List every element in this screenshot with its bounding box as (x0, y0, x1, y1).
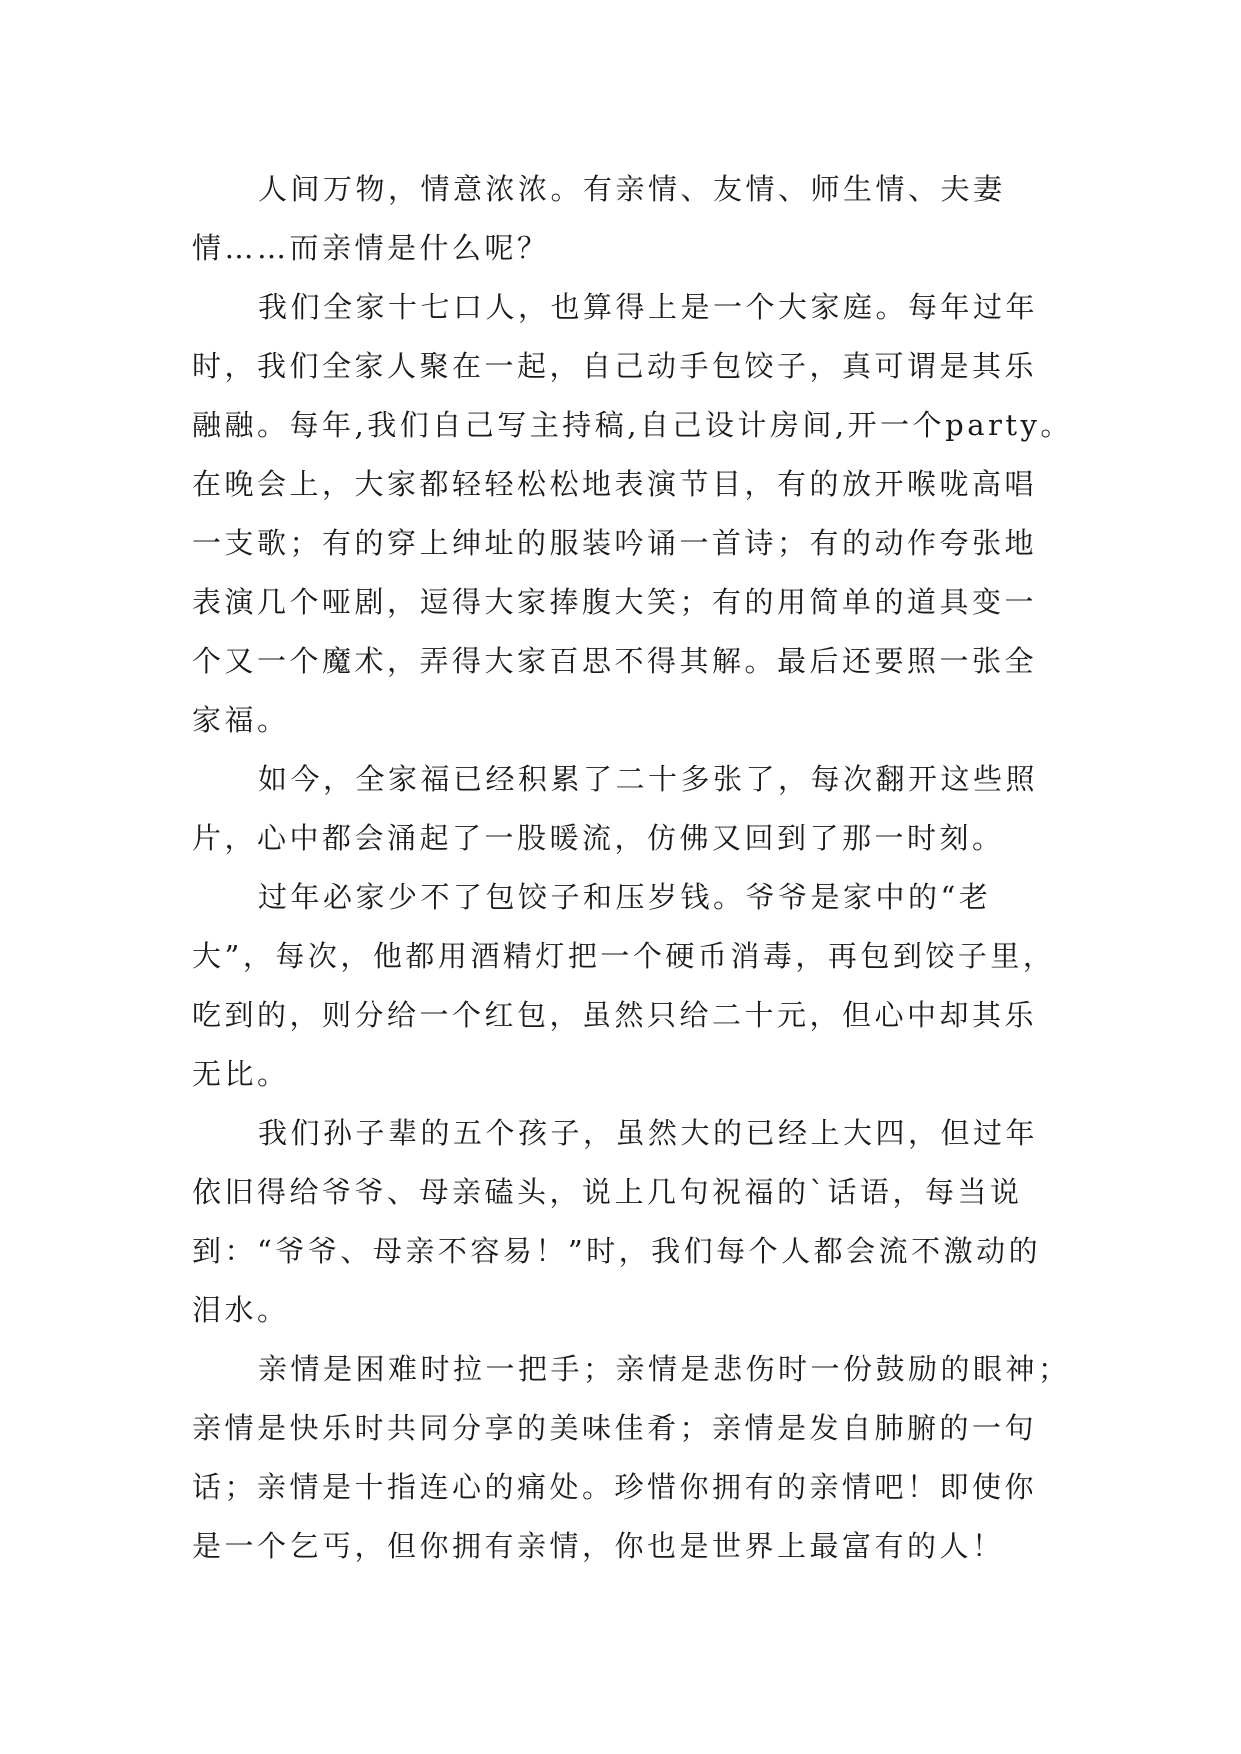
paragraph-6-line-1: 亲情是困难时拉一把手；亲情是悲伤时一份鼓励的眼神； (258, 1352, 1071, 1386)
paragraph-3-line-2: 片，心中都会涌起了一股暖流，仿佛又回到了那一时刻。 (192, 821, 1005, 855)
paragraph-2-line-2: 时，我们全家人聚在一起，自己动手包饺子，真可谓是其乐 (192, 349, 1038, 383)
paragraph-2-line-6: 表演几个哑剧，逗得大家捧腹大笑；有的用简单的道具变一 (192, 585, 1038, 619)
paragraph-6-line-2: 亲情是快乐时共同分享的美味佳肴；亲情是发自肺腑的一句 (192, 1411, 1038, 1445)
paragraph-6-line-3: 话；亲情是十指连心的痛处。珍惜你拥有的亲情吧！即使你 (192, 1470, 1038, 1504)
paragraph-4-line-3: 吃到的，则分给一个红包，虽然只给二十元，但心中却其乐 (192, 998, 1038, 1032)
paragraph-2-line-1: 我们全家十七口人，也算得上是一个大家庭。每年过年 (258, 290, 1039, 324)
paragraph-5-line-2: 依旧得给爷爷、母亲磕头，说上几句祝福的`话语，每当说 (192, 1175, 1023, 1209)
paragraph-5-line-4: 泪水。 (192, 1293, 290, 1327)
paragraph-2-line-4: 在晚会上，大家都轻轻松松地表演节目，有的放开喉咙高唱 (192, 467, 1038, 501)
essay-body (192, 160, 1073, 1576)
paragraph-4-line-4: 无比。 (192, 1057, 290, 1091)
paragraph-1-line-2: 情……而亲情是什么呢？ (192, 231, 550, 265)
paragraph-6-line-4: 是一个乞丐，但你拥有亲情，你也是世界上最富有的人！ (192, 1529, 1005, 1563)
paragraph-2-line-3: 融融。每年,我们自己写主持稿,自己设计房间,开一个party。 (192, 408, 1073, 442)
paragraph-2-line-8: 家福。 (192, 703, 290, 737)
paragraph-5-line-1: 我们孙子辈的五个孩子，虽然大的已经上大四，但过年 (258, 1116, 1039, 1150)
paragraph-4-line-2: 大”，每次，他都用酒精灯把一个硬币消毒，再包到饺子里， (192, 939, 1056, 973)
paragraph-1-line-1: 人间万物，情意浓浓。有亲情、友情、师生情、夫妻 (258, 172, 1006, 206)
paragraph-5-line-3: 到：“爷爷、母亲不容易！”时，我们每个人都会流不激动的 (192, 1234, 1042, 1268)
paragraph-4-line-1: 过年必家少不了包饺子和压岁钱。爷爷是家中的“老 (258, 880, 992, 914)
paragraph-2-line-5: 一支歌；有的穿上绅址的服装吟诵一首诗；有的动作夸张地 (192, 526, 1038, 560)
paragraph-3-line-1: 如今，全家福已经积累了二十多张了，每次翻开这些照 (258, 762, 1039, 796)
paragraph-2-line-7: 个又一个魔术，弄得大家百思不得其解。最后还要照一张全 (192, 644, 1038, 678)
